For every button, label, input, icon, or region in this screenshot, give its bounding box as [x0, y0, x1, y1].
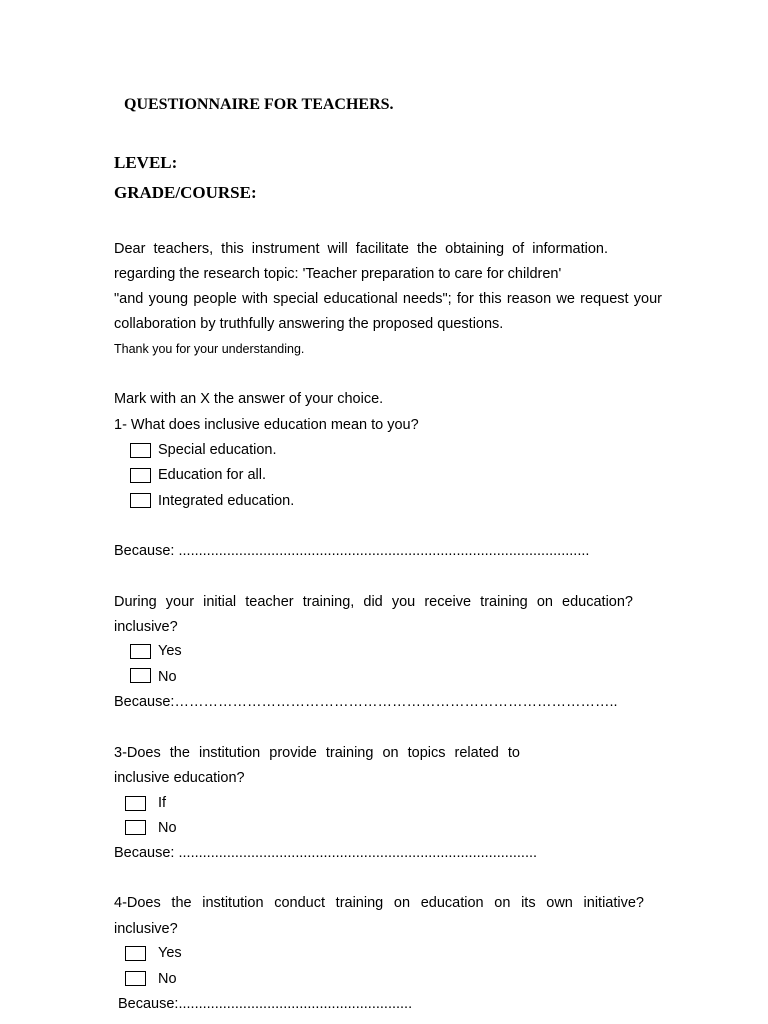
q3-option-no: No — [158, 820, 177, 836]
q1-option-1: Special education. — [158, 442, 277, 458]
page-title: QUESTIONNAIRE FOR TEACHERS. — [124, 96, 394, 113]
q2-option-no: No — [158, 669, 177, 685]
q1-text: 1- What does inclusive education mean to you? — [114, 417, 419, 433]
q3-checkbox-if[interactable] — [125, 796, 146, 811]
q1-option-3: Integrated education. — [158, 493, 295, 509]
intro-line-3: "and young people with special educational needs"; for this reason we request your — [114, 291, 662, 307]
q1-checkbox-1[interactable] — [130, 443, 151, 458]
q2-line-1: During your initial teacher training, did you receive training on education? — [114, 594, 633, 610]
q4-checkbox-no[interactable] — [125, 971, 146, 986]
q1-checkbox-2[interactable] — [130, 468, 151, 483]
thanks-text: Thank you for your understanding. — [114, 342, 305, 356]
q4-checkbox-yes[interactable] — [125, 946, 146, 961]
q2-checkbox-no[interactable] — [130, 668, 151, 683]
q4-option-yes: Yes — [158, 945, 182, 961]
q1-checkbox-3[interactable] — [130, 493, 151, 508]
q3-line-2: inclusive education? — [114, 770, 245, 786]
instruction-text: Mark with an X the answer of your choice. — [114, 391, 384, 407]
q3-checkbox-no[interactable] — [125, 820, 146, 835]
level-label: LEVEL: — [114, 153, 178, 172]
q4-option-no: No — [158, 971, 177, 987]
q2-checkbox-yes[interactable] — [130, 644, 151, 659]
q1-option-2: Education for all. — [158, 467, 267, 483]
q3-option-if: If — [158, 795, 167, 811]
q2-line-2: inclusive? — [114, 619, 178, 635]
q2-option-yes: Yes — [158, 643, 182, 659]
q4-because[interactable]: Because:.......................................................... — [118, 996, 413, 1012]
intro-line-2: regarding the research topic: 'Teacher preparation to care for children' — [114, 266, 562, 282]
q3-because[interactable]: Because: ......................................................................................... — [114, 845, 538, 861]
q4-line-1: 4-Does the institution conduct training on education on its own initiative? — [114, 895, 644, 911]
intro-line-1: Dear teachers, this instrument will facilitate the obtaining of information. — [114, 241, 608, 257]
intro-line-4: collaboration by truthfully answering the proposed questions. — [114, 316, 504, 332]
q1-because[interactable]: Because: ...................................................................................................... — [114, 543, 590, 559]
q2-because[interactable]: Because:……………………………………………………………………………….. — [114, 694, 618, 710]
q3-line-1: 3-Does the institution provide training on topics related to — [114, 745, 520, 761]
grade-course-label: GRADE/COURSE: — [114, 183, 257, 202]
q4-line-2: inclusive? — [114, 921, 178, 937]
